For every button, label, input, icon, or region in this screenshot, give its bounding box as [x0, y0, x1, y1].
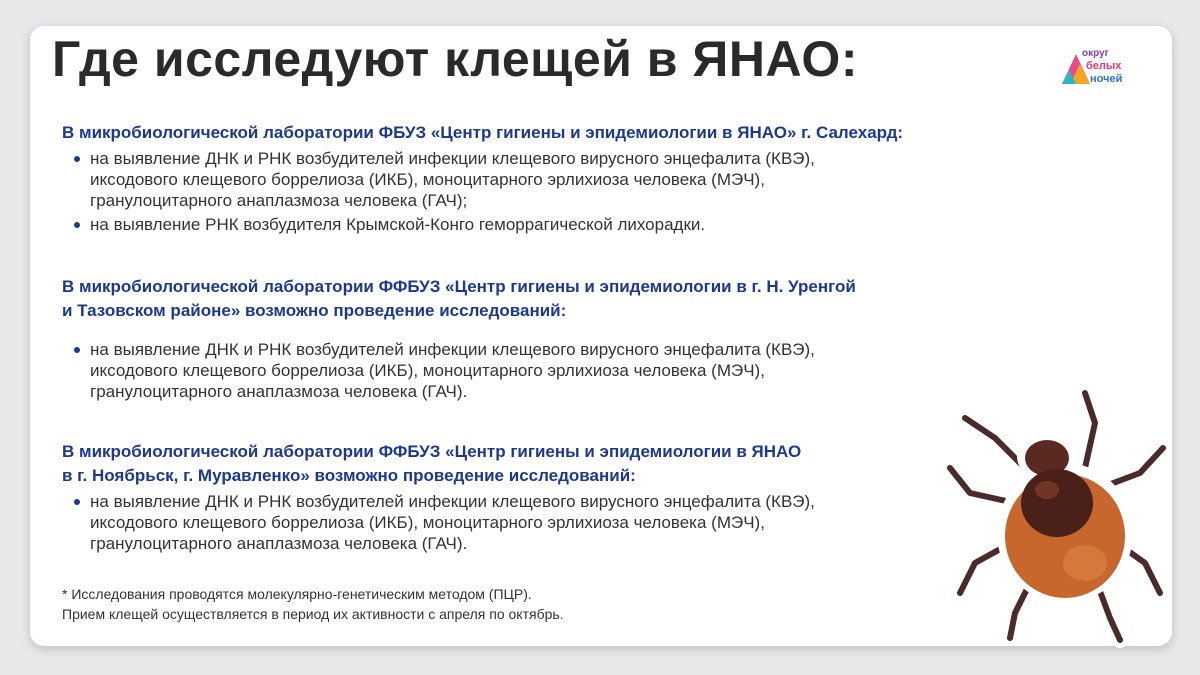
item-line: иксодового клещевого боррелиоза (ИКБ), моноцитарного эрлихиоза человека (МЭЧ),	[90, 170, 765, 189]
logo-line-2: белых	[1086, 60, 1122, 72]
section-heading	[62, 275, 962, 323]
region-logo-icon	[1060, 44, 1132, 88]
list-item	[62, 148, 962, 211]
list-item	[62, 339, 962, 402]
footnote-line: Прием клещей осуществляется в период их активности с апреля по октябрь.	[62, 606, 564, 622]
page-title: Где исследуют клещей в ЯНАО:	[52, 31, 858, 87]
list-item	[62, 491, 962, 554]
logo-line-1: округ	[1082, 48, 1109, 59]
footnote-line: * Исследования проводятся молекулярно-генетическим методом (ПЦР).	[62, 586, 532, 602]
item-line: гранулоцитарного анаплазмоза человека (ГАЧ).	[90, 534, 468, 553]
item-line: иксодового клещевого боррелиоза (ИКБ), моноцитарного эрлихиоза человека (МЭЧ),	[90, 513, 765, 532]
section-noyabrsk	[62, 440, 962, 554]
item-list	[62, 339, 962, 402]
section-salekhard	[62, 121, 962, 235]
section-heading	[62, 121, 962, 145]
tick-illustration-icon	[935, 378, 1175, 648]
item-line: на выявление ДНК и РНК возбудителей инфекции клещевого вирусного энцефалита (КВЭ),	[90, 149, 815, 168]
item-line: на выявление ДНК и РНК возбудителей инфекции клещевого вирусного энцефалита (КВЭ),	[90, 340, 815, 359]
heading-line: В микробиологической лаборатории ФБУЗ «Центр гигиены и эпидемиологии в ЯНАО» г. Салехард:	[62, 123, 904, 142]
item-list	[62, 148, 962, 235]
heading-line: В микробиологической лаборатории ФФБУЗ «Центр гигиены и эпидемиологии в г. Н. Уренгой	[62, 277, 856, 296]
section-urengoy	[62, 275, 962, 402]
heading-line: В микробиологической лаборатории ФФБУЗ «Центр гигиены и эпидемиологии в ЯНАО	[62, 442, 802, 461]
heading-line: и Тазовском районе» возможно проведение исследований:	[62, 301, 567, 320]
item-list	[62, 491, 962, 554]
item-line: гранулоцитарного анаплазмоза человека (ГАЧ);	[90, 191, 468, 210]
section-heading	[62, 440, 962, 488]
footnote	[62, 584, 564, 624]
item-line: гранулоцитарного анаплазмоза человека (ГАЧ).	[90, 382, 468, 401]
item-line: на выявление РНК возбудителя Крымской-Конго геморрагической лихорадки.	[90, 215, 706, 234]
heading-line: в г. Ноябрьск, г. Муравленко» возможно проведение исследований:	[62, 466, 636, 485]
list-item	[62, 214, 962, 235]
item-line: на выявление ДНК и РНК возбудителей инфекции клещевого вирусного энцефалита (КВЭ),	[90, 492, 815, 511]
logo-line-3: ночей	[1090, 73, 1123, 85]
item-line: иксодового клещевого боррелиоза (ИКБ), моноцитарного эрлихиоза человека (МЭЧ),	[90, 361, 765, 380]
